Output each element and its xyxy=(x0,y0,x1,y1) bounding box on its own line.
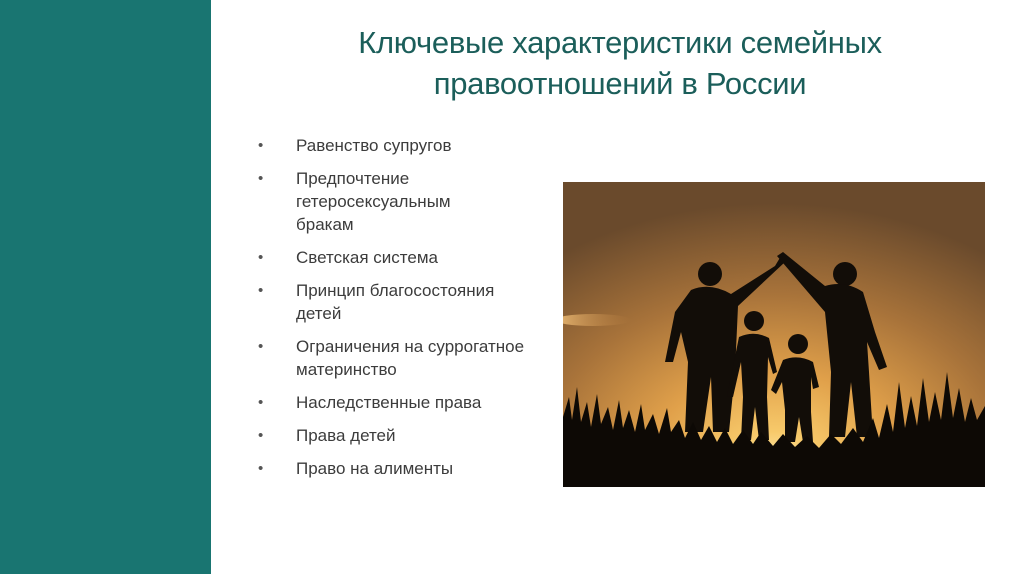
bullet-icon: • xyxy=(258,170,264,187)
bullet-icon: • xyxy=(258,282,264,299)
bullet-icon: • xyxy=(258,427,264,444)
bullet-item xyxy=(258,167,558,236)
bullet-item xyxy=(258,279,558,325)
bullet-item xyxy=(258,391,558,414)
bullet-text: Права детей xyxy=(296,426,396,445)
bullet-item xyxy=(258,335,558,381)
bullet-text: Наследственные права xyxy=(296,393,482,412)
bullet-text: Принцип благосостояния детей xyxy=(296,281,495,323)
bullet-icon: • xyxy=(258,137,264,154)
slide-title: Ключевые характеристики семейных правоотношений в России xyxy=(358,25,882,101)
family-silhouette-photo xyxy=(563,182,985,487)
bullet-icon: • xyxy=(258,338,264,355)
bullet-text: Право на алименты xyxy=(296,459,454,478)
bullet-item xyxy=(258,457,558,480)
bullet-item xyxy=(258,424,558,447)
bullet-icon: • xyxy=(258,394,264,411)
bullet-text: Светская система xyxy=(296,248,438,267)
bullet-icon: • xyxy=(258,249,264,266)
bullet-text: Ограничения на суррогатное материнство xyxy=(296,337,525,379)
bullet-item xyxy=(258,246,558,269)
bullet-list xyxy=(258,134,558,490)
bullet-item xyxy=(258,134,558,157)
accent-side-bar xyxy=(0,0,211,574)
bullet-text: Предпочтение гетеросексуальным бракам xyxy=(296,169,451,234)
bullet-text: Равенство супругов xyxy=(296,136,452,155)
bullet-icon: • xyxy=(258,460,264,477)
